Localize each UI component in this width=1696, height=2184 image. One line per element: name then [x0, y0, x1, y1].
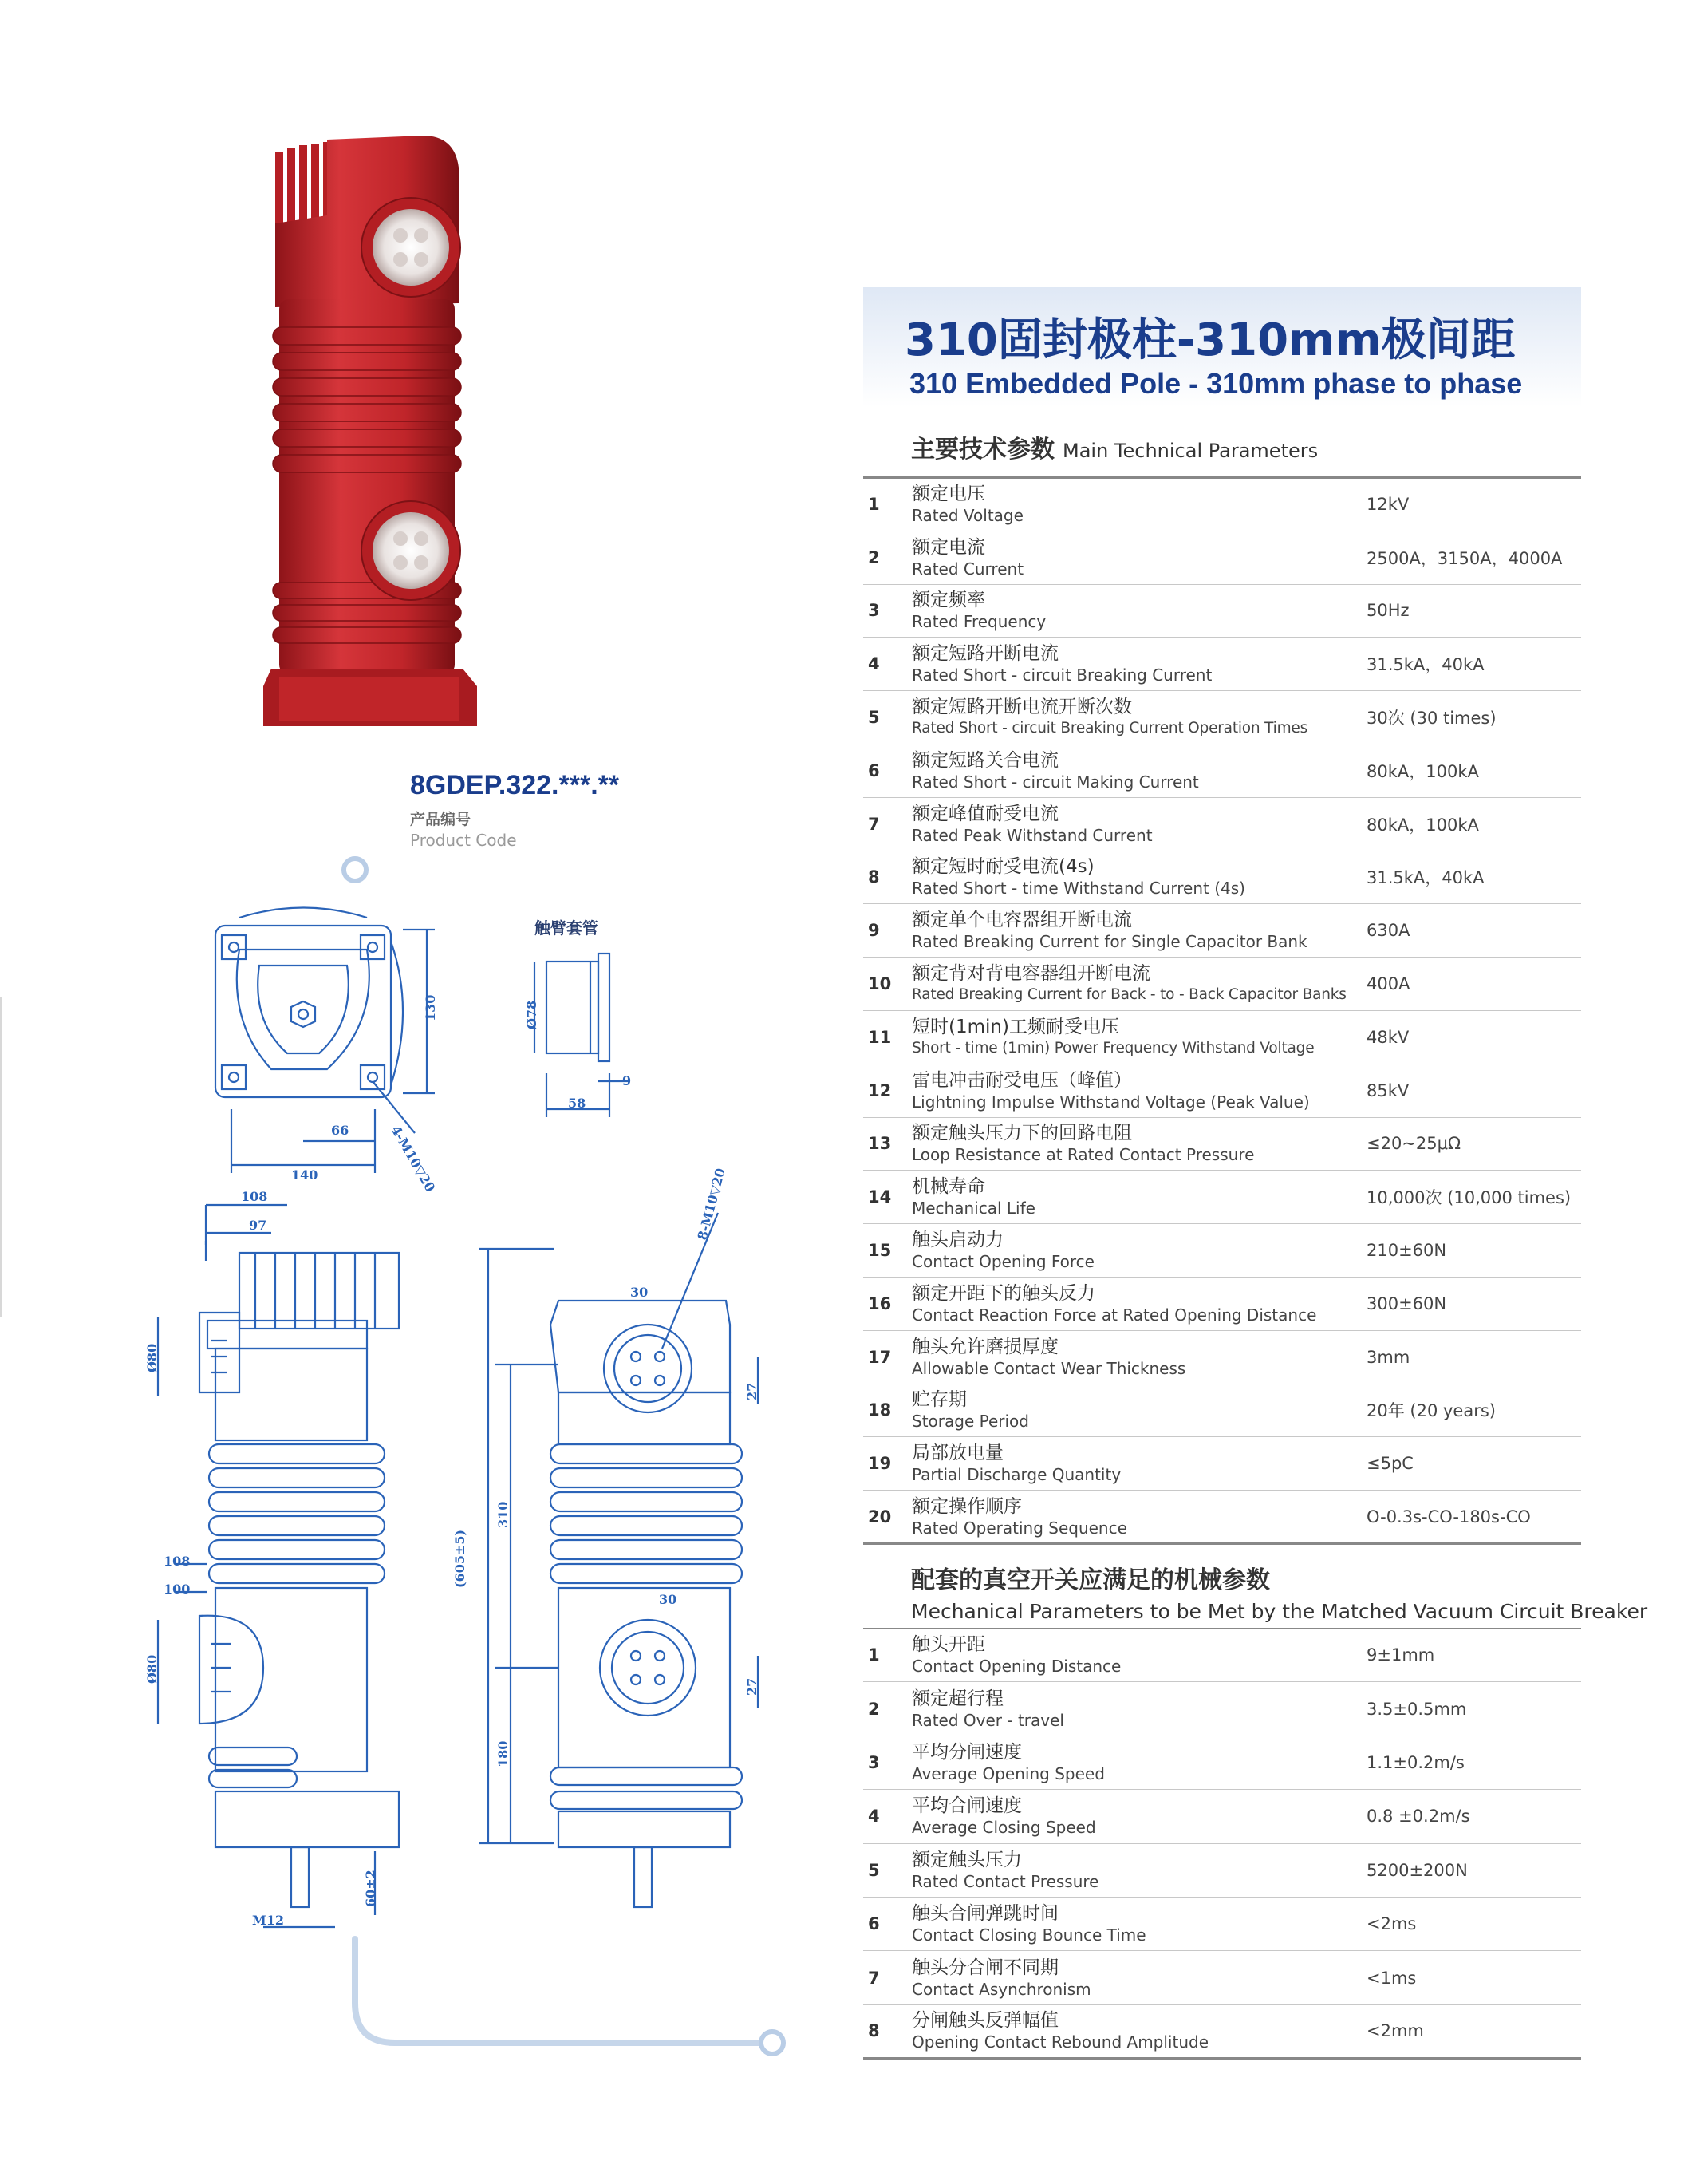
row-number: 19: [863, 1437, 912, 1491]
param-name: [912, 1224, 1359, 1278]
param-value: 400A: [1359, 958, 1581, 1011]
row-number: 3: [863, 584, 912, 638]
param-value: <1ms: [1359, 1951, 1581, 2004]
table-row: [863, 531, 1581, 584]
param-name-cn: 额定开距下的触头反力: [912, 1282, 1095, 1304]
param-name-cn: 额定电流: [912, 536, 985, 558]
param-value: 5200±200N: [1359, 1843, 1581, 1897]
param-name-cn: 额定电压: [912, 484, 985, 505]
param-name: [912, 1330, 1359, 1384]
row-number: 12: [863, 1064, 912, 1117]
param-name: [912, 1951, 1359, 2004]
dim-78: Ø78: [524, 1000, 539, 1029]
mech-params-table: [863, 1628, 1581, 2060]
table-row: [863, 1224, 1581, 1278]
param-name-en: Rated Short - circuit Breaking Current: [912, 665, 1213, 685]
param-name: [912, 1629, 1359, 1682]
param-name: [912, 1897, 1359, 1950]
page-title-cn: 310固封极柱-310mm极间距: [905, 314, 1516, 366]
param-name-cn: 额定单个电容器组开断电流: [912, 910, 1132, 931]
param-name-en: Rated Frequency: [912, 612, 1047, 632]
dim-27-lower: 27: [744, 1677, 759, 1696]
param-name-cn: 局部放电量: [912, 1443, 1004, 1464]
param-name-en: Rated Peak Withstand Current: [912, 825, 1153, 845]
param-value: 9±1mm: [1359, 1629, 1581, 1682]
section-mech-params-title: [911, 1560, 1647, 1623]
param-name-en: Opening Contact Rebound Amplitude: [912, 2032, 1209, 2052]
param-name: [912, 1277, 1359, 1330]
param-value: 210±60N: [1359, 1224, 1581, 1278]
param-name-cn: 额定峰值耐受电流: [912, 803, 1059, 824]
param-value: <2mm: [1359, 2004, 1581, 2058]
param-value: 31.5kA，40kA: [1359, 851, 1581, 904]
row-number: 6: [863, 744, 912, 797]
dim-130: 130: [423, 994, 438, 1021]
table-row: [863, 1682, 1581, 1736]
dim-108-mid: 108: [164, 1554, 191, 1569]
param-name-cn: 触头分合闸不同期: [912, 1957, 1059, 1978]
row-number: 20: [863, 1491, 912, 1544]
param-name-cn: 触头允许磨损厚度: [912, 1336, 1059, 1357]
param-value: ≤20~25μΩ: [1359, 1117, 1581, 1171]
table-row: [863, 1171, 1581, 1224]
row-number: 7: [863, 797, 912, 851]
side-view-drawing: [158, 1205, 399, 1927]
param-value: 31.5kA，40kA: [1359, 638, 1581, 691]
param-name-cn: 平均合闸速度: [912, 1795, 1022, 1817]
product-code: 8GDEP.322.***.**: [410, 770, 620, 800]
param-value: 300±60N: [1359, 1277, 1581, 1330]
row-number: 18: [863, 1384, 912, 1437]
param-value: 85kV: [1359, 1064, 1581, 1117]
row-number: 16: [863, 1277, 912, 1330]
param-value: 1.1±0.2m/s: [1359, 1736, 1581, 1789]
table-row: [863, 1951, 1581, 2004]
param-value: 0.8 ±0.2m/s: [1359, 1790, 1581, 1843]
table-row: [863, 638, 1581, 691]
product-code-label-en: Product Code: [410, 831, 517, 850]
dim-m12: M12: [252, 1913, 284, 1928]
param-value: 48kV: [1359, 1010, 1581, 1064]
row-number: 4: [863, 1790, 912, 1843]
param-name-en: Average Opening Speed: [912, 1763, 1105, 1783]
param-name-en: Contact Reaction Force at Rated Opening Distance: [912, 1305, 1317, 1325]
row-number: 1: [863, 478, 912, 531]
param-name: [912, 851, 1359, 904]
param-name: [912, 1384, 1359, 1437]
table-row: [863, 797, 1581, 851]
param-name: [912, 1843, 1359, 1897]
front-view-drawing: [479, 1213, 758, 1907]
dim-140: 140: [291, 1167, 318, 1183]
table-row: [863, 584, 1581, 638]
table-row: [863, 2004, 1581, 2058]
sleeve-label: 触臂套管: [534, 918, 598, 938]
connector-dot-bottom: [761, 2032, 783, 2054]
param-name-en: Rated Short - circuit Breaking Current Operation Times: [912, 720, 1308, 737]
table-row: [863, 1064, 1581, 1117]
param-name-en: Storage Period: [912, 1412, 1029, 1432]
param-name-cn: 触头开距: [912, 1634, 985, 1656]
dim-80-upper: Ø80: [144, 1343, 160, 1372]
param-value: 80kA，100kA: [1359, 797, 1581, 851]
param-name-en: Contact Closing Bounce Time: [912, 1925, 1146, 1945]
table-row: [863, 1790, 1581, 1843]
param-name-cn: 额定操作顺序: [912, 1495, 1022, 1517]
dim-30-lower: 30: [659, 1592, 677, 1607]
param-name-en: Allowable Contact Wear Thickness: [912, 1358, 1186, 1378]
row-number: 4: [863, 638, 912, 691]
dim-27-upper: 27: [744, 1382, 759, 1400]
table-row: [863, 1897, 1581, 1950]
param-name-en: Contact Asynchronism: [912, 1979, 1091, 1999]
dim-9: 9: [622, 1073, 632, 1088]
param-name: [912, 584, 1359, 638]
table-row: [863, 904, 1581, 958]
section-main-title-cn: 主要技术参数: [911, 436, 1055, 464]
param-name: [912, 1682, 1359, 1736]
page-title-en: 310 Embedded Pole - 310mm phase to phase: [909, 367, 1523, 400]
param-name: [912, 1736, 1359, 1789]
param-name-cn: 贮存期: [912, 1389, 967, 1411]
table-row: [863, 958, 1581, 1011]
param-name-en: Contact Opening Force: [912, 1252, 1095, 1272]
param-name: [912, 904, 1359, 958]
table-row: [863, 1117, 1581, 1171]
param-name-en: Rated Voltage: [912, 506, 1024, 526]
param-name-cn: 雷电冲击耐受电压（峰值）: [912, 1069, 1132, 1091]
table-row: [863, 478, 1581, 531]
param-value: ≤5pC: [1359, 1437, 1581, 1491]
row-number: 14: [863, 1171, 912, 1224]
param-value: 12kV: [1359, 478, 1581, 531]
param-value: 3mm: [1359, 1330, 1581, 1384]
param-name-en: Partial Discharge Quantity: [912, 1465, 1122, 1485]
dim-108-top: 108: [241, 1189, 268, 1204]
row-number: 2: [863, 1682, 912, 1736]
param-name-en: Loop Resistance at Rated Contact Pressure: [912, 1145, 1255, 1165]
param-name-cn: 额定触头压力: [912, 1849, 1022, 1870]
param-value: 630A: [1359, 904, 1581, 958]
section-main-params-title: [911, 429, 1318, 464]
row-number: 6: [863, 1897, 912, 1950]
table-row: [863, 1437, 1581, 1491]
param-name-cn: 额定频率: [912, 590, 985, 611]
param-name: [912, 797, 1359, 851]
row-number: 15: [863, 1224, 912, 1278]
table-row: [863, 1629, 1581, 1682]
param-value: 3.5±0.5mm: [1359, 1682, 1581, 1736]
param-value: 10,000次 (10,000 times): [1359, 1171, 1581, 1224]
section-mech-title-cn: 配套的真空开关应满足的机械参数: [911, 1566, 1270, 1594]
table-row: [863, 1010, 1581, 1064]
param-name-cn: 额定触头压力下的回路电阻: [912, 1123, 1132, 1144]
row-number: 9: [863, 904, 912, 958]
product-code-label-cn: 产品编号: [410, 811, 471, 828]
row-number: 11: [863, 1010, 912, 1064]
section-mech-title-en: Mechanical Parameters to be Met by the Matched Vacuum Circuit Breaker: [911, 1600, 1648, 1623]
table-row: [863, 1384, 1581, 1437]
row-number: 17: [863, 1330, 912, 1384]
param-name: [912, 478, 1359, 531]
technical-drawing: [0, 0, 846, 1979]
main-params-table: [863, 476, 1581, 1545]
dim-58: 58: [568, 1096, 586, 1111]
param-name-cn: 短时(1min)工频耐受电压: [912, 1016, 1119, 1037]
param-name-en: Rated Short - circuit Making Current: [912, 772, 1199, 792]
page-header: [863, 287, 1581, 407]
param-name-en: Lightning Impulse Withstand Voltage (Peak Value): [912, 1092, 1310, 1112]
row-number: 1: [863, 1629, 912, 1682]
param-name-cn: 额定短路开断电流开断次数: [912, 697, 1132, 718]
param-name: [912, 1117, 1359, 1171]
dim-310: 310: [495, 1501, 511, 1528]
param-name-en: Mechanical Life: [912, 1199, 1035, 1218]
row-number: 2: [863, 531, 912, 584]
dim-66: 66: [331, 1123, 349, 1138]
param-name-en: Rated Breaking Current for Single Capacitor Bank: [912, 932, 1307, 952]
table-row: [863, 691, 1581, 744]
param-name-en: Rated Breaking Current for Back - to - Back Capacitor Banks: [912, 986, 1347, 1004]
table-row: [863, 1491, 1581, 1544]
row-number: 3: [863, 1736, 912, 1789]
param-name-cn: 触头启动力: [912, 1230, 1004, 1251]
param-name-cn: 机械寿命: [912, 1176, 985, 1198]
sleeve-drawing: [534, 954, 630, 1117]
param-name-en: Short - time (1min) Power Frequency Withstand Voltage: [912, 1039, 1315, 1056]
param-name: [912, 1790, 1359, 1843]
param-name-en: Average Closing Speed: [912, 1818, 1096, 1838]
param-name: [912, 1437, 1359, 1491]
dim-80-lower: Ø80: [144, 1654, 160, 1684]
row-number: 8: [863, 851, 912, 904]
param-name-cn: 分闸触头反弹幅值: [912, 2010, 1059, 2032]
param-name-cn: 触头合闸弹跳时间: [912, 1903, 1059, 1925]
table-row: [863, 1330, 1581, 1384]
param-name: [912, 1491, 1359, 1544]
dim-97: 97: [249, 1218, 267, 1233]
dim-30-upper: 30: [630, 1285, 649, 1300]
param-name: [912, 531, 1359, 584]
param-name-en: Rated Short - time Withstand Current (4s): [912, 879, 1245, 898]
row-number: 10: [863, 958, 912, 1011]
param-name-en: Rated Current: [912, 559, 1024, 579]
param-name-cn: 平均分闸速度: [912, 1741, 1022, 1763]
param-name-en: Rated Over - travel: [912, 1710, 1064, 1730]
param-value: 30次 (30 times): [1359, 691, 1581, 744]
dim-holes-top: 4-M10▽20: [388, 1123, 439, 1195]
row-number: 5: [863, 691, 912, 744]
param-value: O-0.3s-CO-180s-CO: [1359, 1491, 1581, 1544]
param-name-en: Contact Opening Distance: [912, 1657, 1122, 1677]
dim-100: 100: [164, 1582, 191, 1597]
dim-180: 180: [495, 1740, 511, 1767]
dim-605: (605±5): [452, 1529, 467, 1588]
dim-60: 60±2: [363, 1870, 378, 1907]
param-value: 2500A，3150A，4000A: [1359, 531, 1581, 584]
table-row: [863, 1843, 1581, 1897]
param-name-cn: 额定超行程: [912, 1688, 1004, 1709]
param-value: 80kA，100kA: [1359, 744, 1581, 797]
param-value: 50Hz: [1359, 584, 1581, 638]
param-name: [912, 1064, 1359, 1117]
param-value: 20年 (20 years): [1359, 1384, 1581, 1437]
table-row: [863, 1736, 1581, 1789]
section-main-title-en: Main Technical Parameters: [1063, 440, 1319, 462]
param-value: <2ms: [1359, 1897, 1581, 1950]
row-number: 7: [863, 1951, 912, 2004]
param-name-cn: 额定背对背电容器组开断电流: [912, 963, 1150, 985]
param-name: [912, 1171, 1359, 1224]
param-name: [912, 958, 1359, 1011]
dim-holes-front: 8-M10▽20: [694, 1166, 728, 1242]
table-row: [863, 744, 1581, 797]
param-name: [912, 1010, 1359, 1064]
param-name: [912, 691, 1359, 744]
row-number: 5: [863, 1843, 912, 1897]
param-name-cn: 额定短路开断电流: [912, 643, 1059, 665]
param-name: [912, 2004, 1359, 2058]
row-number: 8: [863, 2004, 912, 2058]
param-name-en: Rated Contact Pressure: [912, 1871, 1099, 1891]
row-number: 13: [863, 1117, 912, 1171]
param-name: [912, 638, 1359, 691]
table-row: [863, 851, 1581, 904]
param-name: [912, 744, 1359, 797]
param-name-cn: 额定短时耐受电流(4s): [912, 856, 1095, 878]
table-row: [863, 1277, 1581, 1330]
param-name-en: Rated Operating Sequence: [912, 1518, 1127, 1538]
param-name-cn: 额定短路关合电流: [912, 749, 1059, 771]
